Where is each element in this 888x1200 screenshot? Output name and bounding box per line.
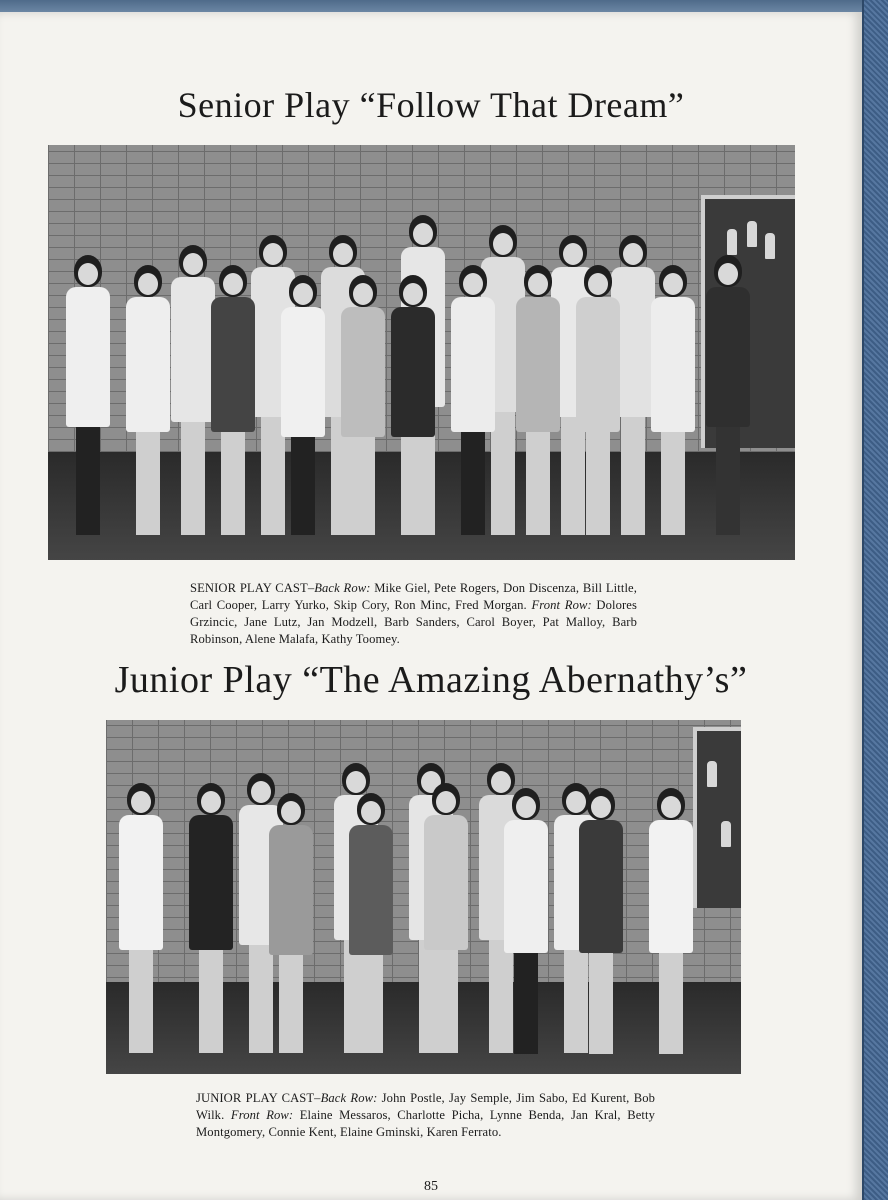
face-shape: [223, 273, 243, 295]
face-shape: [333, 243, 353, 265]
binder-edge-top: [0, 0, 888, 12]
legs-shape: [291, 437, 315, 535]
cast-member-figure: [576, 788, 626, 1053]
junior-play-title: Junior Play “The Amazing Abernathy’s”: [114, 659, 748, 701]
legs-shape: [661, 432, 685, 535]
legs-shape: [526, 432, 550, 535]
senior-play-caption: [190, 580, 637, 648]
face-shape: [591, 796, 611, 818]
legs-shape: [514, 953, 538, 1054]
cast-member-figure: [338, 275, 388, 535]
face-shape: [78, 263, 98, 285]
cast-member-figure: [186, 783, 236, 1053]
clothing-shape: [651, 297, 695, 432]
clothing-shape: [126, 297, 170, 432]
clothing-shape: [281, 307, 325, 437]
trophy-icon: [727, 229, 737, 255]
legs-shape: [76, 427, 100, 535]
face-shape: [403, 283, 423, 305]
legs-shape: [199, 950, 223, 1053]
cast-member-figure: [123, 265, 173, 535]
clothing-shape: [516, 297, 560, 432]
senior-back-row-label: Back Row:: [314, 581, 371, 595]
legs-shape: [716, 427, 740, 535]
legs-shape: [221, 432, 245, 535]
junior-back-row-label: Back Row:: [320, 1091, 378, 1105]
junior-front-row-label: Front Row:: [230, 1108, 294, 1122]
junior-back-row-names: John Postle, Jay Semple, Jim Sabo, Ed Kurent, Bob Wilk.: [196, 1091, 655, 1122]
face-shape: [131, 791, 151, 813]
clothing-shape: [66, 287, 110, 427]
clothing-shape: [649, 820, 693, 953]
clothing-shape: [504, 820, 548, 953]
senior-play-cast-photo: [48, 145, 795, 560]
face-shape: [263, 243, 283, 265]
cast-member-figure: [648, 265, 698, 535]
face-shape: [413, 223, 433, 245]
face-shape: [138, 273, 158, 295]
legs-shape: [279, 955, 303, 1053]
legs-shape: [401, 437, 425, 535]
cast-member-figure: [421, 783, 471, 1053]
face-shape: [718, 263, 738, 285]
page-number: 85: [424, 1179, 438, 1194]
senior-caption-lead: SENIOR PLAY CAST–: [190, 581, 315, 595]
trophy-icon: [747, 221, 757, 247]
face-shape: [346, 771, 366, 793]
clothing-shape: [341, 307, 385, 437]
face-shape: [528, 273, 548, 295]
legs-shape: [434, 950, 458, 1053]
trophy-case: [693, 727, 741, 908]
face-shape: [201, 791, 221, 813]
face-shape: [293, 283, 313, 305]
cast-member-figure: [346, 793, 396, 1053]
senior-back-row-names: Mike Giel, Pete Rogers, Don Discenza, Bill Little, Carl Cooper, Larry Yurko, Skip Cory, Ron Minc, Fred Morgan.: [190, 581, 637, 612]
binder-cover-edge: [862, 0, 888, 1200]
face-shape: [281, 801, 301, 823]
cast-member-figure: [388, 275, 438, 535]
clothing-shape: [119, 815, 163, 950]
face-shape: [183, 253, 203, 275]
cast-member-figure: [208, 265, 258, 535]
clothing-shape: [269, 825, 313, 955]
cast-member-figure: [501, 788, 551, 1053]
cast-member-figure: [448, 265, 498, 535]
clothing-shape: [706, 287, 750, 427]
clothing-shape: [579, 820, 623, 953]
trophy-icon: [707, 761, 717, 787]
face-shape: [661, 796, 681, 818]
legs-shape: [621, 417, 645, 535]
legs-shape: [659, 953, 683, 1054]
face-shape: [493, 233, 513, 255]
junior-caption-lead: JUNIOR PLAY CAST–: [196, 1091, 321, 1105]
face-shape: [463, 273, 483, 295]
cast-member-figure: [703, 255, 753, 535]
senior-play-title: Senior Play “Follow That Dream”: [177, 85, 685, 125]
legs-shape: [129, 950, 153, 1053]
legs-shape: [359, 955, 383, 1053]
junior-play-caption: [196, 1090, 655, 1141]
senior-front-row-label: Front Row:: [531, 598, 592, 612]
senior-front-row-names: Dolores Grzincic, Jane Lutz, Jan Modzell, Barb Sanders, Carol Boyer, Pat Malloy, Barb Robinson, Alene Malafa, Kathy Toomey.: [190, 598, 637, 646]
legs-shape: [461, 432, 485, 535]
cast-member-figure: [266, 793, 316, 1053]
cast-member-figure: [646, 788, 696, 1053]
face-shape: [516, 796, 536, 818]
legs-shape: [181, 422, 205, 535]
legs-shape: [589, 953, 613, 1054]
cast-member-figure: [513, 265, 563, 535]
face-shape: [353, 283, 373, 305]
clothing-shape: [391, 307, 435, 437]
junior-front-row-names: Elaine Messaros, Charlotte Picha, Lynne Benda, Jan Kral, Betty Montgomery, Connie Kent, Elaine Gminski, Karen Ferrato.: [196, 1108, 655, 1139]
legs-shape: [136, 432, 160, 535]
junior-play-cast-photo: [106, 720, 741, 1074]
face-shape: [588, 273, 608, 295]
face-shape: [623, 243, 643, 265]
clothing-shape: [189, 815, 233, 950]
cast-member-figure: [116, 783, 166, 1053]
yearbook-page: [0, 12, 862, 1200]
clothing-shape: [576, 297, 620, 432]
clothing-shape: [424, 815, 468, 950]
trophy-icon: [765, 233, 775, 259]
face-shape: [663, 273, 683, 295]
trophy-icon: [721, 821, 731, 847]
clothing-shape: [349, 825, 393, 955]
face-shape: [361, 801, 381, 823]
face-shape: [436, 791, 456, 813]
cast-member-figure: [278, 275, 328, 535]
clothing-shape: [211, 297, 255, 432]
face-shape: [563, 243, 583, 265]
clothing-shape: [451, 297, 495, 432]
cast-member-figure: [573, 265, 623, 535]
cast-member-figure: [63, 255, 113, 535]
legs-shape: [586, 432, 610, 535]
legs-shape: [351, 437, 375, 535]
